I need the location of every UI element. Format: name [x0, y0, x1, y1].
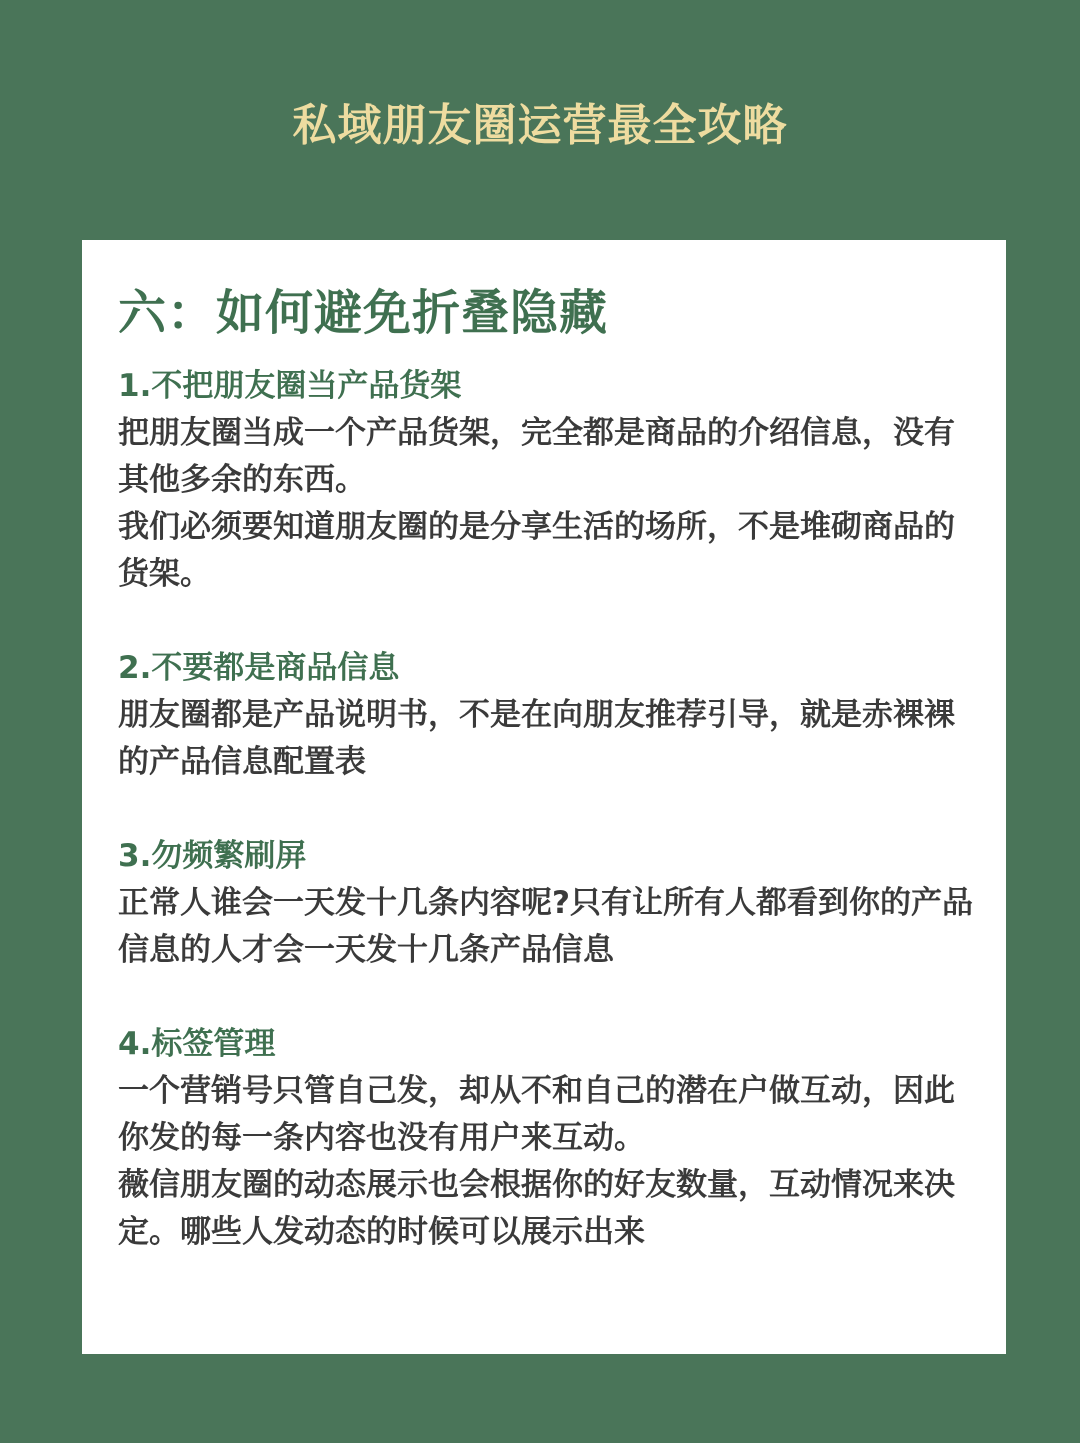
tip-item-1	[118, 362, 984, 598]
tip-title-1: 1.不把朋友圈当产品货架	[118, 368, 462, 404]
tip-paragraph: 薇信朋友圈的动态展示也会根据你的好友数量，互动情况来决定。哪些人发动态的时候可以展示出来	[118, 1167, 955, 1250]
tip-title-3: 3.勿频繁刷屏	[118, 838, 307, 874]
tip-item-3	[118, 832, 984, 974]
content-card	[82, 240, 1006, 1354]
page-title: 私域朋友圈运营最全攻略	[292, 100, 788, 151]
tip-paragraph: 我们必须要知道朋友圈的是分享生活的场所，不是堆砌商品的货架。	[118, 509, 955, 592]
tip-title-4: 4.标签管理	[118, 1026, 276, 1062]
tip-paragraph: 一个营销号只管自己发，却从不和自己的潜在户做互动，因此你发的每一条内容也没有用户来互动。	[118, 1073, 955, 1156]
card-content	[118, 282, 984, 1302]
tip-item-2	[118, 644, 984, 786]
tip-title-2: 2.不要都是商品信息	[118, 650, 400, 686]
tip-paragraph: 朋友圈都是产品说明书，不是在向朋友推荐引导，就是赤裸裸的产品信息配置表	[118, 697, 955, 780]
tip-paragraph: 正常人谁会一天发十几条内容呢?只有让所有人都看到你的产品信息的人才会一天发十几条产品信息	[118, 885, 973, 968]
tip-item-4	[118, 1020, 984, 1256]
tip-paragraph: 把朋友圈当成一个产品货架，完全都是商品的介绍信息，没有其他多余的东西。	[118, 415, 955, 498]
section-heading: 六：如何避免折叠隐藏	[118, 285, 609, 341]
